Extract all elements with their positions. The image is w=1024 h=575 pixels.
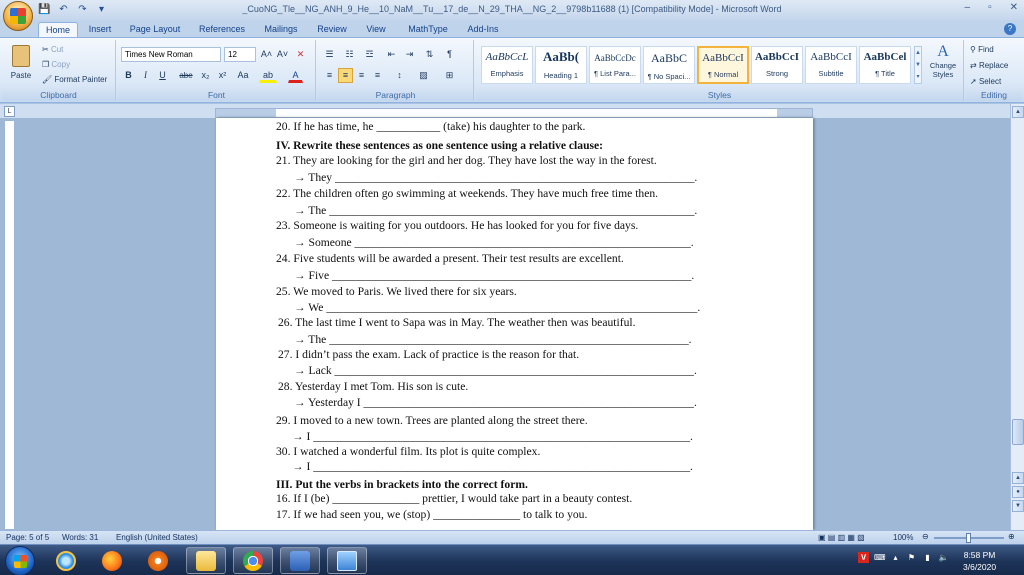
zoom-level[interactable]: 100% [893, 533, 914, 542]
style-name: ¶ Normal [707, 70, 739, 79]
paragraph-group-label: Paragraph [318, 89, 473, 101]
tab-home[interactable]: Home [38, 22, 78, 38]
italic-button[interactable]: I [144, 70, 147, 80]
document-line: 22. The children often go swimming at weekends. They have much free time then. [276, 187, 659, 200]
bold-button[interactable]: B [125, 70, 132, 80]
style-no-spacing[interactable] [643, 46, 695, 84]
picture-viewer-icon [337, 551, 357, 571]
style-name: ¶ List Para... [594, 69, 636, 78]
scroll-thumb[interactable] [1012, 419, 1024, 445]
taskbar-word[interactable] [280, 547, 320, 574]
document-line: 25. We moved to Paris. We lived there for six years. [276, 285, 517, 298]
clipboard-group [2, 40, 116, 101]
style-normal[interactable] [697, 46, 749, 84]
clipboard-group-label: Clipboard [2, 89, 115, 101]
vertical-ruler[interactable] [4, 120, 15, 530]
style-sample: AaBbCcL [485, 51, 529, 63]
network-icon[interactable]: ▮ [925, 553, 930, 562]
font-name-select[interactable]: Times New Roman [121, 47, 221, 62]
justify-icon[interactable]: ≡ [374, 70, 381, 80]
borders-icon[interactable]: ⊞ [445, 70, 454, 80]
document-line: 29. I moved to a new town. Trees are planted along the street there. [276, 414, 588, 427]
close-button[interactable]: ✕ [1009, 2, 1018, 13]
replace-icon: ⇄ [970, 61, 979, 70]
cursor-icon: ➚ [970, 77, 979, 86]
taskbar-file-explorer[interactable] [186, 547, 226, 574]
answer-line: → Yesterday I _________________________________________________________. [294, 396, 697, 409]
word-count[interactable]: Words: 31 [62, 533, 99, 542]
select-label: Select [978, 77, 1002, 86]
style-sample: AaBbCel [863, 51, 907, 63]
media-player-icon [148, 551, 168, 571]
window-controls [965, 2, 1019, 13]
firefox-icon [102, 551, 122, 571]
align-right-icon[interactable]: ≡ [358, 70, 365, 80]
style-subtitle[interactable] [805, 46, 857, 84]
scissors-icon: ✂ [42, 45, 51, 54]
tab-mailings[interactable]: Mailings [264, 24, 298, 34]
view-buttons[interactable]: ▣ ▤ ▥ ▦ ▧ [818, 533, 865, 542]
answer-line: → The _______________________________________________________________. [294, 204, 698, 217]
taskbar [0, 544, 1024, 575]
chrome-icon [243, 551, 263, 571]
title-bar [0, 0, 1024, 20]
start-button[interactable] [5, 546, 35, 575]
taskbar-chrome[interactable] [233, 547, 273, 574]
bullets-icon[interactable]: ☰ [325, 49, 334, 59]
copy-label: Copy [51, 60, 71, 69]
document-line: 26. The last time I went to Sapa was in May. The weather then was beautiful. [278, 316, 636, 329]
multilevel-list-icon[interactable]: ☲ [365, 49, 374, 59]
editing-group [966, 40, 1022, 101]
styles-group-label: Styles [476, 89, 963, 101]
tab-selector[interactable]: L [4, 106, 15, 117]
font-size-select[interactable]: 12 [224, 47, 256, 62]
taskbar-firefox[interactable] [92, 547, 132, 574]
superscript-button[interactable]: x² [218, 70, 227, 80]
zoom-in-icon[interactable]: ⊕ [1008, 532, 1015, 541]
format-painter-label: Format Painter [54, 75, 108, 84]
show-marks-icon[interactable]: ¶ [447, 49, 452, 59]
answer-line: → I _________________________________________________________________. [292, 430, 693, 443]
paste-button[interactable] [6, 43, 36, 85]
document-line: 23. Someone is waiting for you outdoors. He has looked for you for five days. [276, 219, 639, 232]
font-color-icon[interactable]: A [288, 68, 303, 83]
increase-indent-icon[interactable]: ⇥ [405, 49, 414, 59]
tab-review[interactable]: Review [317, 24, 347, 34]
find-label: Find [978, 45, 994, 54]
underline-button[interactable]: U [159, 70, 166, 80]
undo-icon[interactable]: ↶ [59, 4, 68, 15]
tab-add-ins[interactable]: Add-Ins [467, 24, 499, 34]
styles-group [476, 40, 964, 101]
cut-label: Cut [50, 45, 64, 54]
answer-line: → Lack ______________________________________________________________. [294, 364, 697, 377]
vertical-scrollbar[interactable] [1010, 104, 1024, 530]
word-icon [290, 551, 310, 571]
volume-icon[interactable]: 🔈 [938, 553, 949, 562]
select-button[interactable] [970, 77, 1001, 86]
clock-time: 8:58 PM [963, 550, 996, 560]
language-indicator[interactable]: English (United States) [116, 533, 198, 542]
show-hidden-icons[interactable]: ▴ [893, 553, 898, 562]
help-icon[interactable]: ? [1004, 23, 1016, 35]
decrease-indent-icon[interactable]: ⇤ [387, 49, 396, 59]
answer-line: → We ________________________________________________________________. [294, 301, 701, 314]
zoom-out-icon[interactable]: ⊖ [922, 532, 929, 541]
ribbon-tabs [0, 20, 1024, 38]
right-margin-area [777, 109, 812, 117]
font-group [118, 40, 316, 101]
tab-view[interactable]: View [366, 24, 386, 34]
office-button[interactable] [3, 1, 33, 31]
clear-formatting-icon[interactable]: ✕ [296, 49, 305, 59]
style-name: ¶ No Spaci... [647, 72, 691, 81]
numbering-icon[interactable]: ☷ [345, 49, 354, 59]
document-line: 30. I watched a wonderful film. Its plot is quite complex. [276, 445, 541, 458]
grow-font-icon[interactable]: A˄ [260, 49, 273, 59]
taskbar-internet-explorer[interactable] [46, 547, 86, 574]
line-spacing-icon[interactable]: ↕ [397, 70, 402, 80]
tab-references[interactable]: References [198, 24, 246, 34]
change-styles-icon: A [937, 43, 949, 60]
tab-insert[interactable]: Insert [88, 24, 112, 34]
document-line: 20. If he has time, he ___________ (take) his daughter to the park. [276, 120, 586, 133]
status-bar [0, 530, 1024, 544]
change-case-button[interactable]: Aa [237, 70, 249, 80]
copy-button[interactable] [42, 60, 70, 69]
document-line: 27. I didn’t pass the exam. Lack of practice is the reason for that. [278, 348, 580, 361]
align-center-icon[interactable]: ≡ [338, 68, 353, 83]
style-sample: AaBbC [651, 51, 687, 65]
answer-line: → Someone __________________________________________________________. [294, 236, 694, 249]
style-emphasis[interactable] [481, 46, 533, 84]
tab-page-layout[interactable]: Page Layout [129, 24, 181, 34]
align-left-icon[interactable]: ≡ [326, 70, 333, 80]
change-styles-label: Change Styles [929, 61, 957, 79]
internet-explorer-icon [56, 551, 76, 571]
horizontal-ruler[interactable] [215, 108, 813, 118]
style-sample: AaBbCcDc [594, 53, 636, 63]
window-title: _CuoNG_Tle__NG_ANH_9_He__10_NaM__Tu__17_de__N_29_THA__NG_2__9798b11688 (1) [Compatibility Mode] - Microsoft Word [242, 4, 782, 14]
style-sample: AaBbCcI [754, 51, 799, 63]
replace-label: Replace [978, 61, 1009, 70]
answer-line: → I _________________________________________________________________. [292, 460, 693, 473]
system-tray [858, 552, 949, 563]
brush-icon: 🖌 [42, 75, 55, 84]
style-strong[interactable] [751, 46, 803, 84]
copy-icon: ❐ [42, 60, 52, 69]
system-clock[interactable] [963, 549, 996, 573]
answer-line: → Five ______________________________________________________________. [294, 269, 695, 282]
tab-mathtype[interactable]: MathType [408, 24, 448, 34]
style-sample: AaBbCcI [810, 51, 852, 63]
style-heading-1[interactable] [535, 46, 587, 84]
find-button[interactable] [970, 45, 994, 54]
action-center-flag-icon[interactable]: ⚑ [907, 553, 916, 562]
paragraph-group [318, 40, 474, 101]
paste-icon [12, 45, 30, 67]
binoculars-icon: ⚲ [970, 45, 979, 54]
page-count[interactable]: Page: 5 of 5 [6, 533, 50, 542]
paste-label: Paste [10, 71, 32, 80]
document-page[interactable] [216, 118, 813, 530]
font-group-label: Font [118, 89, 315, 101]
shrink-font-icon[interactable]: A˅ [276, 49, 289, 59]
style-name: Emphasis [490, 69, 524, 78]
windows-logo-icon [14, 555, 27, 568]
replace-button[interactable] [970, 61, 1008, 70]
office-logo-icon [10, 8, 26, 24]
strikethrough-button[interactable]: abe [179, 71, 193, 80]
keyboard-icon[interactable]: ⌨ [874, 553, 886, 562]
document-line: 28. Yesterday I met Tom. His son is cute. [278, 380, 469, 393]
style-name: Subtitle [818, 69, 844, 78]
scroll-down-icon[interactable]: ▼ [1012, 500, 1024, 512]
format-painter-button[interactable] [42, 75, 107, 84]
style-sample: AaBb( [542, 49, 580, 64]
document-line: 21. They are looking for the girl and her dog. They have lost the way in the forest. [276, 154, 657, 167]
minimize-button[interactable]: – [964, 2, 971, 13]
document-line: 16. If I (be) _______________ prettier, I would take part in a beauty contest. [276, 492, 633, 505]
highlight-icon[interactable]: ab [259, 68, 277, 83]
section-heading: IV. Rewrite these sentences as one sentence using a relative clause: [276, 139, 604, 152]
style-sample: AaBbCcI [702, 52, 744, 64]
change-styles-button[interactable] [925, 43, 961, 87]
scroll-up-icon[interactable]: ▲ [1012, 106, 1024, 118]
save-icon[interactable]: 💾 [38, 4, 51, 15]
cut-button[interactable] [42, 45, 63, 54]
section-heading: III. Put the verbs in brackets into the correct form. [276, 478, 528, 491]
zoom-slider-knob[interactable] [966, 533, 971, 543]
folder-icon [196, 551, 216, 571]
editing-group-label: Editing [966, 89, 1022, 101]
sort-icon[interactable]: ⇅ [425, 49, 434, 59]
customize-qat-icon[interactable]: ▾ [98, 4, 105, 15]
left-margin-area [216, 109, 276, 117]
shading-icon[interactable]: ▨ [419, 70, 428, 80]
style-name: ¶ Title [875, 69, 895, 78]
styles-scroll[interactable]: ▲ ▼ ▾ [914, 46, 922, 84]
maximize-button[interactable]: ▫ [988, 2, 992, 13]
style-list-paragraph[interactable] [589, 46, 641, 84]
answer-line: → They ______________________________________________________________. [294, 171, 698, 184]
style-name: Heading 1 [543, 71, 579, 80]
redo-icon[interactable]: ↷ [78, 4, 87, 15]
style-name: Strong [765, 69, 789, 78]
answer-line: → The ______________________________________________________________. [294, 333, 692, 346]
scroll-up-arrow-icon[interactable]: ▲ [1012, 472, 1024, 484]
taskbar-picture-viewer[interactable] [327, 547, 367, 574]
ribbon [0, 37, 1024, 103]
clock-date: 3/6/2020 [963, 562, 997, 572]
taskbar-media-player[interactable] [138, 547, 178, 574]
subscript-button[interactable]: x₂ [201, 70, 210, 80]
style-title[interactable] [859, 46, 911, 84]
browse-object-icon[interactable]: ● [1012, 486, 1024, 498]
antivirus-icon[interactable]: V [858, 552, 869, 563]
document-line: 17. If we had seen you, we (stop) _______________ to talk to you. [276, 508, 588, 521]
document-line: 24. Five students will be awarded a present. Their test results are excellent. [276, 252, 624, 265]
